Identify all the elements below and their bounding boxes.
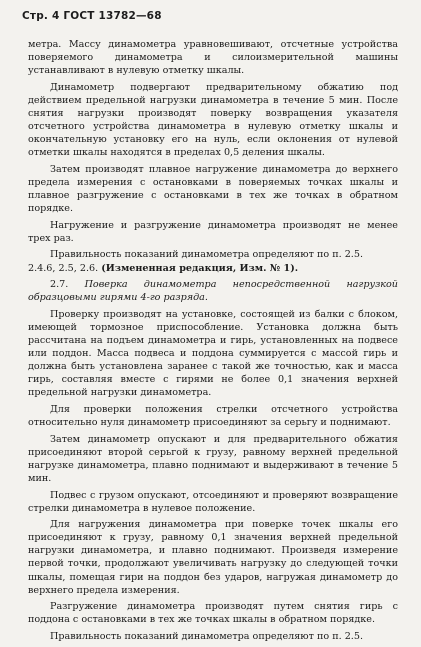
amendment-note: (Измененная редакция, Изм. № 1).: [101, 262, 299, 274]
paragraph: [28, 518, 398, 597]
page-header: Стр. 4 ГОСТ 13782—68: [22, 10, 162, 22]
paragraph: [28, 38, 398, 77]
section-title: Поверка динамометра непосредственной нагрузкой образцовыми гирями 4-го разряда.: [28, 279, 398, 304]
paragraph-text: 2.4.6, 2.5, 2.6.: [28, 262, 99, 274]
paragraph: [28, 81, 398, 160]
paragraph-text: Динамометр подвергают предварительному обжатию под действием предельной нагрузки динамометра в течение 5 мин. После снятия нагрузки производят поверку возвращения указателя отсчетного устройства динамометра в нулевую отметку шкалы и окончательную установку его на нуль, если оклонения от нулевой отметки шкалы находятся в пределах 0,5 деления шкалы.: [28, 81, 398, 159]
paragraph: [28, 630, 398, 643]
paragraph: [28, 433, 398, 485]
paragraph: [28, 600, 398, 626]
paragraph-text: Для проверки положения стрелки отсчетного устройства относительно нуля динамометр присоединяют за серьгу и поднимают.: [28, 403, 398, 429]
paragraph-text: Правильность показаний динамометра определяют по п. 2.5.: [50, 630, 363, 642]
paragraph: [28, 163, 398, 215]
paragraph-text: Затем производят плавное нагружение динамометра до верхнего предела измерения с остановками в поверяемых точках шкалы и плавное разгружение с остановками в тех же точках в обратном порядке.: [28, 163, 398, 215]
paragraph-text: Проверку производят на установке, состоящей из балки с блоком, имеющей тормозное приспособление. Установка должна быть рассчитана на подъем динамометра и гирь, установленных на подвесе или поддон. Масса подвеса и поддона суммируется с массой гирь и должна быть установлена заранее с такой же точностью, как и масса гирь, составляя вместе с гирями не более 0,1 значения верхней предельной нагрузки динамометра.: [28, 308, 398, 399]
paragraph: [28, 248, 398, 261]
paragraph-text: Правильность показаний динамометра определяют по п. 2.5.: [50, 249, 363, 261]
paragraph: [28, 403, 398, 429]
document-body: [28, 38, 398, 647]
section-number: 2.7.: [50, 279, 69, 291]
paragraph: [28, 489, 398, 515]
paragraph-text: Подвес с грузом опускают, отсоединяют и проверяют возвращение стрелки динамометра в нулевое положение.: [28, 489, 398, 514]
paragraph-text: Нагружение и разгружение динамометра производят не менее трех раз.: [28, 219, 398, 244]
paragraph-text: Затем динамометр опускают и для предварительного обжатия присоединяют второй серьгой к грузу, равному верхней предельной нагрузке динамометра, плавно поднимают и выдерживают в течение 5 мин.: [28, 433, 398, 484]
paragraph-text: метра. Массу динамометра уравновешивают, отсчетные устройства поверяемого динамометра и силоизмерительной машины устанавливают в нулевую отметку шкалы.: [28, 39, 398, 77]
paragraph: [28, 219, 398, 245]
paragraph-text: Разгружение динамометра производят путем снятия гирь с поддона с остановками в тех же точках шкалы в обратном порядке.: [28, 601, 398, 626]
paragraph: [28, 308, 398, 400]
section-heading: [28, 278, 398, 304]
paragraph-text: Для нагружения динамометра при поверке точек шкалы его присоединяют к грузу, равному 0,1 значения верхней предельной нагрузки динамометра, и плавно поднимают. Произведя измерение первой точки, продолжают увеличивать нагрузку до следующей точки шкалы, помещая гири на поддон без ударов, нагружая динамометр до верхнего предела измерения.: [28, 519, 398, 596]
paragraph: [28, 262, 398, 275]
